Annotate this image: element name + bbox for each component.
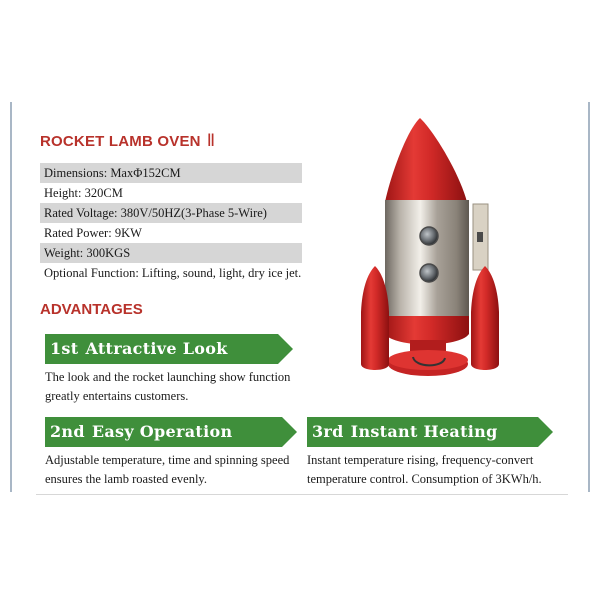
advantage-1-description: The look and the rocket launching show function greatly entertains customers. (45, 370, 291, 403)
advantage-3-label: Instant Heating (350, 422, 498, 441)
spec-row-optional: Optional Function: Lifting, sound, light, dry ice jet. (44, 266, 302, 280)
left-frame-line (10, 102, 12, 492)
rocket-booster-left (361, 266, 389, 370)
advantage-3-number: 3rd (312, 422, 344, 441)
product-title (40, 131, 215, 151)
advantage-banner-2 (42, 417, 282, 447)
advantage-2-number: 2nd (50, 422, 85, 441)
rocket-nose-cone (385, 118, 467, 202)
spec-row-power: Rated Power: 9KW (44, 226, 142, 240)
rocket-window-top (420, 227, 438, 245)
rocket-body (385, 200, 469, 318)
right-frame-line (588, 102, 590, 492)
advantage-2-description: Adjustable temperature, time and spinning speed ensures the lamb roasted evenly. (45, 453, 290, 486)
rocket-oven-image (355, 112, 515, 392)
spec-row-weight: Weight: 300KGS (40, 243, 302, 263)
spec-row-dimensions: Dimensions: MaxΦ152CM (40, 163, 302, 183)
spec-row-height: Height: 320CM (44, 186, 123, 200)
advantage-banner-1 (42, 334, 278, 364)
advantage-1-label: Attractive Look (85, 339, 228, 358)
advantages-heading: ADVANTAGES (40, 301, 143, 318)
bottom-divider (36, 494, 568, 495)
advantage-banner-3 (304, 417, 538, 447)
product-title-text: ROCKET LAMB OVEN (40, 133, 201, 150)
advantage-2-label: Easy Operation (91, 422, 233, 441)
rocket-booster-right (471, 266, 499, 370)
spec-table (40, 163, 302, 283)
product-title-numeral: Ⅱ (206, 131, 216, 150)
advantage-3-description: Instant temperature rising, frequency-convert temperature control. Consumption of 3KWh/h. (307, 453, 542, 486)
advantage-1-number: 1st (50, 339, 79, 358)
spec-row-voltage: Rated Voltage: 380V/50HZ(3-Phase 5-Wire) (40, 203, 302, 223)
rocket-window-bottom (420, 264, 438, 282)
